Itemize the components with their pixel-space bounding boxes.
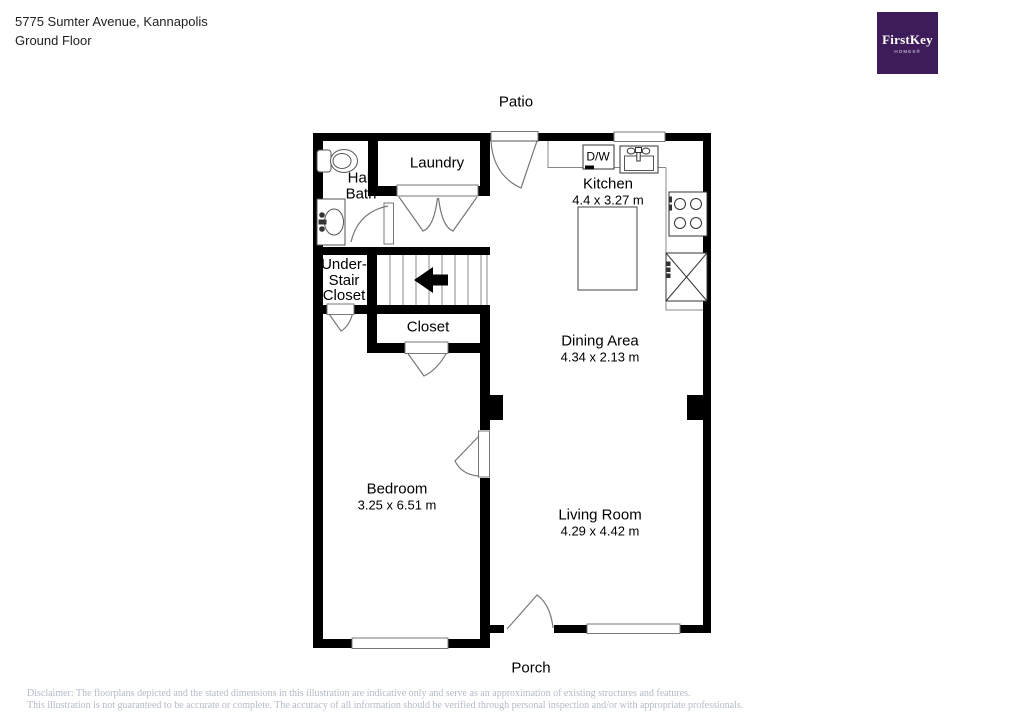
bedroom-name: Bedroom xyxy=(366,480,428,498)
disclaimer-line2: This illustration is not guaranteed to be accurate or complete. The accuracy of all information should be verified through personal inspection and/or with appropriate professionals. xyxy=(27,700,744,711)
wall-stub-left xyxy=(490,395,503,420)
stove-icon xyxy=(669,192,707,236)
bedroom-door-leaf xyxy=(479,431,490,477)
half-bath-door-swing xyxy=(351,206,388,242)
half-bath-door-leaf xyxy=(384,203,394,244)
closet-door-swing xyxy=(408,353,447,376)
wall-hall-stairs xyxy=(313,247,490,255)
laundry-label: Laundry xyxy=(409,154,465,172)
stair-direction-arrow-icon xyxy=(414,267,448,293)
logo-sub-text: HOMES® xyxy=(894,49,921,54)
bedroom-window xyxy=(352,638,448,649)
kitchen-sink-icon xyxy=(620,146,658,173)
patio-door-opening xyxy=(491,132,538,142)
floor-name-text: Ground Floor xyxy=(15,33,92,48)
porch-label: Porch xyxy=(511,659,551,677)
living-room-name: Living Room xyxy=(558,506,642,524)
half-bath-label-line1: Half xyxy=(347,169,375,187)
living-window xyxy=(587,624,680,634)
laundry-door-left-swing xyxy=(399,197,438,231)
bedroom-door-swing xyxy=(455,436,479,476)
understair-label-line2: Stair xyxy=(328,271,360,289)
kitchen-label xyxy=(572,177,644,208)
kitchen-window xyxy=(614,132,665,142)
dining-name: Dining Area xyxy=(561,332,639,350)
address-text: 5775 Sumter Avenue, Kannapolis xyxy=(15,14,208,29)
laundry-door-right-swing xyxy=(439,197,478,231)
living-room-dims: 4.29 x 4.42 m xyxy=(560,523,640,538)
closet-label: Closet xyxy=(406,318,450,336)
closet-door-opening xyxy=(405,342,448,354)
living-room-label xyxy=(558,508,641,539)
understair-label-line1: Under- xyxy=(321,255,367,273)
laundry-opening xyxy=(397,185,478,196)
dishwasher-handle xyxy=(585,166,594,170)
front-door-swing xyxy=(507,595,553,629)
logo-brand-text: FirstKey xyxy=(882,31,933,47)
patio-label: Patio xyxy=(498,93,534,111)
bathroom-sink-icon xyxy=(317,199,345,245)
bedroom-label xyxy=(358,482,437,513)
understair-door-swing xyxy=(329,314,353,331)
wall-laundry-right xyxy=(480,141,490,196)
kitchen-dims: 4.4 x 3.27 m xyxy=(572,192,644,207)
dining-label xyxy=(561,334,640,365)
bedroom-dims: 3.25 x 6.51 m xyxy=(357,497,437,512)
half-bath-label-line2: Bath xyxy=(345,185,377,202)
kitchen-island xyxy=(578,207,637,290)
disclaimer-line1: Disclaimer: The floorplans depicted and the stated dimensions in this illustration are indicative only and serve as an approximation of existing structures and features. xyxy=(27,688,691,699)
understair-closet-label xyxy=(321,257,367,304)
dining-dims: 4.34 x 2.13 m xyxy=(560,349,640,364)
kitchen-name: Kitchen xyxy=(582,175,634,193)
understair-label-line3: Closet xyxy=(322,286,366,304)
refrigerator-icon xyxy=(666,253,707,301)
patio-door-swing xyxy=(491,141,537,188)
dishwasher-label: D/W xyxy=(586,149,610,164)
front-door-gap xyxy=(504,624,554,634)
half-bath-label xyxy=(346,171,377,202)
wall-understair-right xyxy=(367,255,377,313)
understair-door-opening xyxy=(327,304,354,315)
wall-stub-right xyxy=(687,395,703,420)
